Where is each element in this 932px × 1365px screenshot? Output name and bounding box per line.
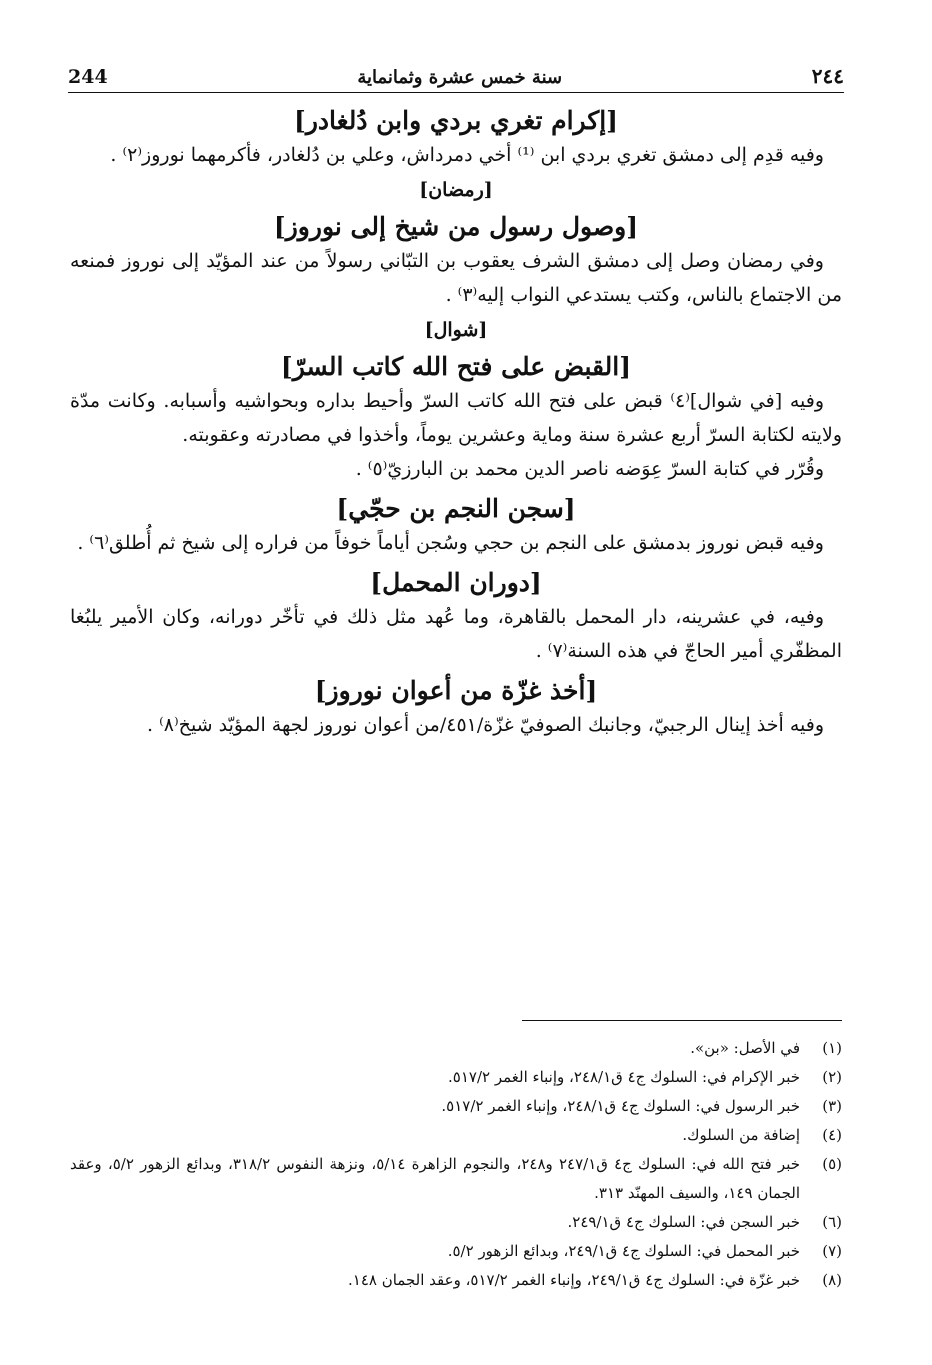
footnote (70, 1150, 842, 1208)
footnote-marker: (٨) (822, 1271, 842, 1289)
section-heading: [دوران المحمل] (370, 568, 542, 597)
page-number-latin: 244 (68, 66, 108, 88)
section-heading: [وصول رسول من شيخ إلى نوروز] (273, 212, 639, 241)
footnote (70, 1208, 842, 1237)
footnote (70, 1121, 842, 1150)
footnote-text: خبر فتح الله في: السلوك ج٤ ق٢٤٧/١ و٢٤٨، والنجوم الزاهرة ٥/١٤، ونزهة النفوس ٣١٨/٢، وبدائع الزهور ٥/٢، وعقد الجمان ١٤٩، والسيف المهنّد ٣١٣. (70, 1155, 800, 1202)
running-header (68, 58, 844, 93)
footnote-marker: (٤) (822, 1126, 842, 1144)
footnote-marker: (٧) (822, 1242, 842, 1260)
page-number-arabic: ٢٤٤ (811, 64, 844, 88)
footnote (70, 1237, 842, 1266)
footnote-marker: (١) (822, 1039, 842, 1057)
footnote-text: خبر الإكرام في: السلوك ج٤ ق٢٤٨/١، وإنباء الغمر ٥١٧/٢. (448, 1068, 800, 1086)
footnote-text: في الأصل: «بن». (690, 1039, 800, 1057)
footnote-text: خبر غزّة في: السلوك ج٤ ق٢٤٩/١، وإنباء الغمر ٥١٧/٢، وعقد الجمان ١٤٨. (347, 1271, 800, 1289)
month-heading: [رمضان] (419, 179, 493, 201)
paragraph: وفي رمضان وصل إلى دمشق الشرف يعقوب بن التبّاني رسولاً من عند المؤيّد إلى نوروز فمنعه من الاجتماع بالناس، وكتب يستدعي النواب إليه⁽٣⁾ . (70, 250, 842, 306)
footnote-text: خبر السجن في: السلوك ج٤ ق٢٤٩/١. (567, 1213, 800, 1231)
footnote (70, 1063, 842, 1092)
paragraph: وفيه أخذ إينال الرجبيّ، وجانبك الصوفيّ غزّة/٤٥١/من أعوان نوروز لجهة المؤيّد شيخ⁽٨⁾ . (147, 714, 824, 736)
paragraph: وقُرّر في كتابة السرّ عِوَضه ناصر الدين محمد بن البارزيّ⁽٥⁾ . (355, 458, 824, 480)
paragraph: وفيه، في عشرينه، دار المحمل بالقاهرة، وما عُهد مثل ذلك في تأخّر دورانه، وكان الأمير يلبُغا المظفّري أمير الحاجّ في هذه السنة⁽٧⁾ . (70, 606, 842, 662)
footnote-marker: (٢) (822, 1068, 842, 1086)
paragraph: وفيه قبض نوروز بدمشق على النجم بن حجي وسُجن أياماً خوفاً من فراره إلى شيخ ثم أُطلق⁽٦⁾ . (77, 532, 824, 554)
footnote (70, 1092, 842, 1121)
footnote (70, 1266, 842, 1295)
footnote-marker: (٥) (822, 1155, 842, 1173)
section-heading: [القبض على فتح الله كاتب السرّ] (280, 352, 632, 381)
footnote-separator (522, 1020, 842, 1021)
footnote (70, 1034, 842, 1063)
footnote-marker: (٣) (822, 1097, 842, 1115)
footnote-text: إضافة من السلوك. (682, 1126, 800, 1144)
paragraph: وفيه [في شوال]⁽٤⁾ قبض على فتح الله كاتب السرّ وأحيط بداره وبحواشيه وأسبابه. وكانت مدّة ولايته لكتابة السرّ أربع عشرة سنة وماية وعشرين يوماً، وأخذوا في مصادرته وعقوبته. (70, 390, 842, 446)
paragraph: وفيه قدِم إلى دمشق تغري بردي ابن ⁽¹⁾ أخي دمرداش، وعلي بن دُلغادر، فأكرمهما نوروز⁽٢⁾ . (110, 144, 824, 166)
footnote-text: خبر الرسول في: السلوك ج٤ ق٢٤٨/١، وإنباء الغمر ٥١٧/٢. (441, 1097, 800, 1115)
month-heading: [شوال] (424, 319, 488, 341)
main-text (70, 104, 842, 742)
running-title: سنة خمس عشرة وثمانماية (357, 67, 563, 88)
section-heading: [سجن النجم بن حجّي] (336, 494, 576, 523)
section-heading: [إكرام تغري بردي وابن دُلغادر] (293, 106, 618, 135)
footnotes (70, 1034, 842, 1295)
footnote-marker: (٦) (822, 1213, 842, 1231)
section-heading: [أخذ غزّة من أعوان نوروز] (314, 676, 598, 705)
footnote-text: خبر المحمل في: السلوك ج٤ ق٢٤٩/١، وبدائع الزهور ٥/٢. (447, 1242, 800, 1260)
